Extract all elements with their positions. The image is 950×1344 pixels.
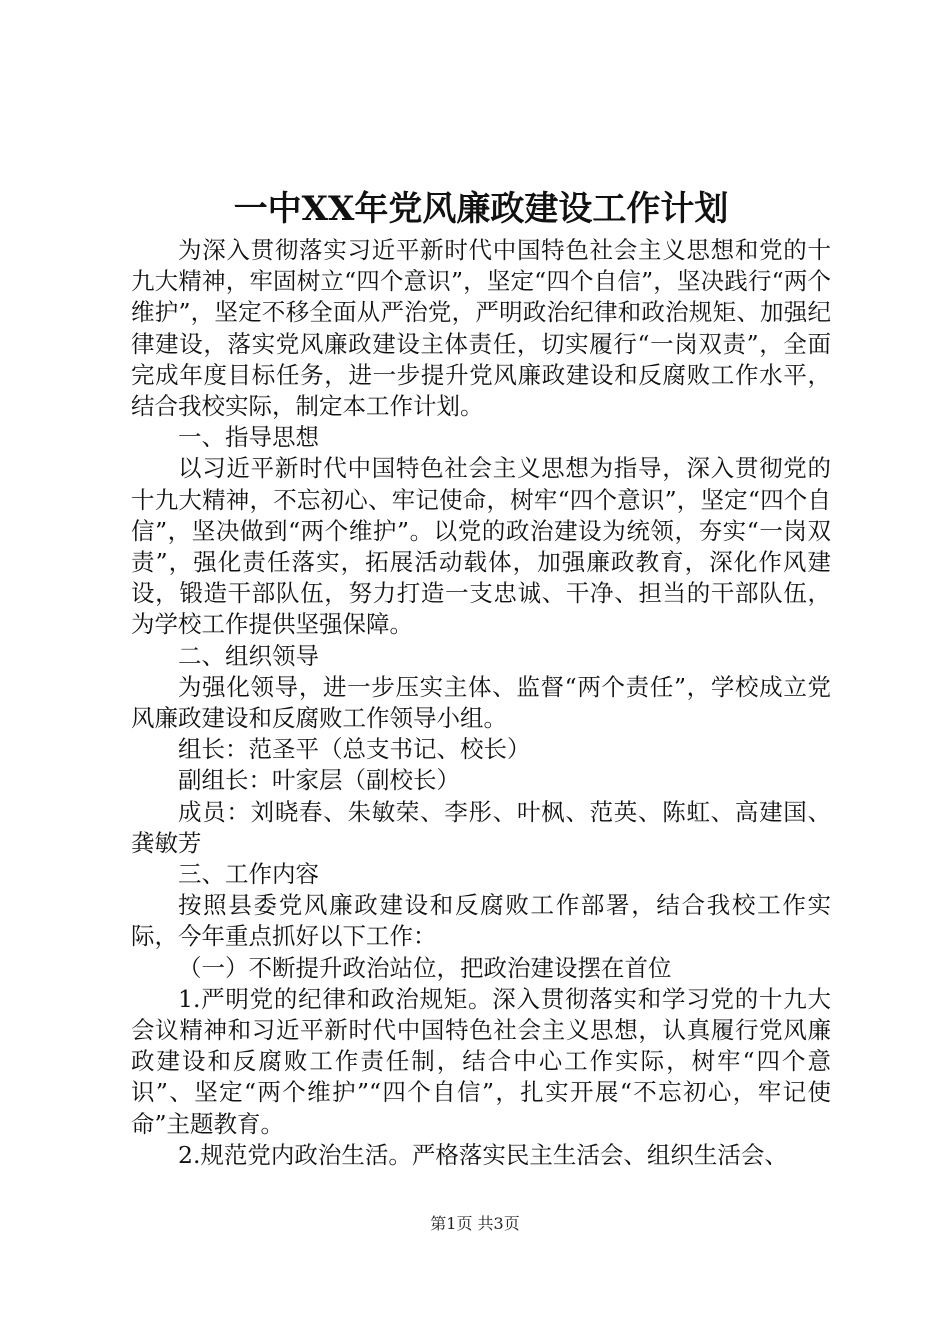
- section-heading-guiding-ideology: 一、指导思想: [178, 423, 319, 452]
- document-body: [131, 183, 831, 1171]
- section-heading-work-content: 三、工作内容: [178, 860, 319, 889]
- item-1-paragraph: 1.严明党的纪律和政治规矩。深入贯彻落实和学习党的十九大会议精神和习近平新时代中国特色社会主义思想，认真履行党风廉政建设和反腐败工作责任制，结合中心工作实际，树牢“四个意识”、坚定“两个维护”“四个自信”，扎实开展“不忘初心，牢记使命”主题教育。: [131, 984, 831, 1138]
- members-line: 成员：刘晓春、朱敏荣、李彤、叶枫、范英、陈虹、高建国、龚敏芳: [131, 797, 831, 857]
- document-title: 一中XX年党风廉政建设工作计划: [233, 189, 729, 229]
- item-2-paragraph: 2.规范党内政治生活。严格落实民主生活会、组织生活会、: [178, 1140, 788, 1169]
- subsection-heading-political-building: （一）不断提升政治站位，把政治建设摆在首位: [178, 953, 672, 982]
- section-heading-organization: 二、组织领导: [178, 641, 319, 670]
- organization-paragraph: 为强化领导，进一步压实主体、监督“两个责任”，学校成立党风廉政建设和反腐败工作领导小组。: [131, 672, 831, 733]
- work-content-paragraph: 按照县委党风廉政建设和反腐败工作部署，结合我校工作实际，今年重点抓好以下工作：: [131, 891, 831, 951]
- team-leader-line: 组长：范圣平（总支书记、校长）: [178, 735, 531, 764]
- deputy-leader-line: 副组长：叶家层（副校长）: [178, 766, 460, 795]
- page-footer: 第1页 共3页: [430, 1214, 520, 1233]
- intro-paragraph: 为深入贯彻落实习近平新时代中国特色社会主义思想和党的十九大精神，牢固树立“四个意识”，坚定“四个自信”，坚决践行“两个维护”，坚定不移全面从严治党，严明政治纪律和政治规矩、加强纪律建设，落实党风廉政建设主体责任，切实履行“一岗双责”，全面完成年度目标任务，进一步提升党风廉政建设和反腐败工作水平，结合我校实际，制定本工作计划。: [131, 236, 831, 421]
- guiding-ideology-paragraph: 以习近平新时代中国特色社会主义思想为指导，深入贯彻党的十九大精神，不忘初心、牢记使命，树牢“四个意识”，坚定“四个自信”，坚决做到“两个维护”。以党的政治建设为统领，夯实“一岗双责”，强化责任落实，拓展活动载体，加强廉政教育，深化作风建设，锻造干部队伍，努力打造一支忠诚、干净、担当的干部队伍，为学校工作提供坚强保障。: [131, 454, 831, 639]
